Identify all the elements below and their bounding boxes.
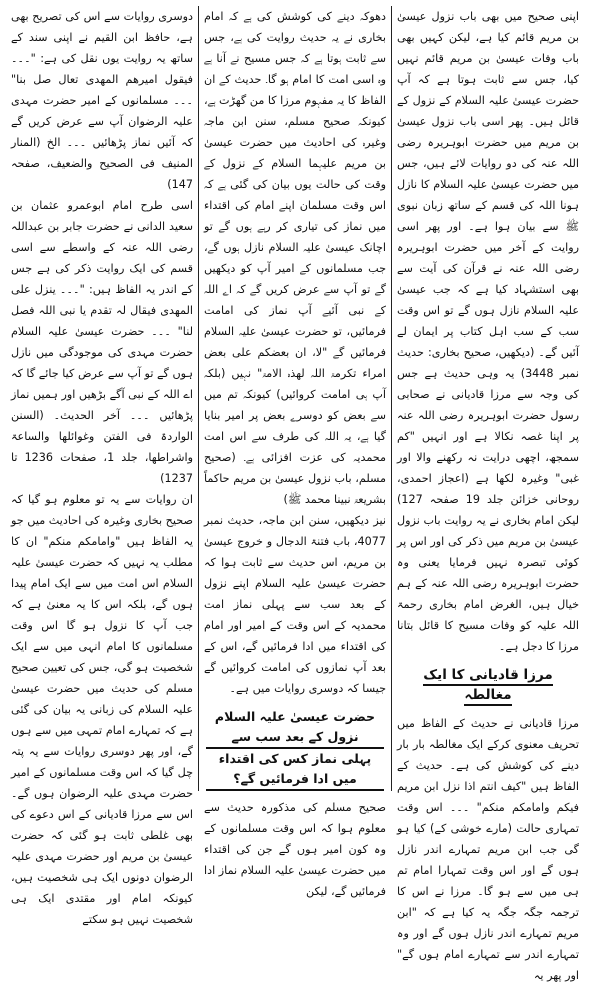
column-middle xyxy=(199,6,392,898)
column-right xyxy=(392,6,584,982)
subheading-line-2: پہلی نماز کس کی اقتداء میں ادا فرمائیں گے؟ xyxy=(206,749,384,791)
subheading xyxy=(206,707,384,791)
paragraph: مرزا قادیانی نے حدیث کے الفاظ میں تحریف معنوی کرکے ایک مغالطہ بار بار دینے کی کوشش کی ہے۔ حدیث کے الفاظ ہیں "کیف انتم اذا نزل ابن مریم فیکم وامامکم منکم" ۔۔۔ اس وقت تمہاری حالت (مارے خوشی کے) کیا ہو گی جب ابن مریم تمہارے اندر نازل ہوں گے اور اس وقت تمہارا امام تم ہی میں سے ہو گا۔ مرزا نے اس کا ترجمہ جگہ جگہ یہ کیا ہے کہ "ابن مریم تمہارے اندر نازل ہوں گے اور وہ تمہارے اندر سے تمہارے امام ہوں گے" اور پھر یہ xyxy=(397,717,579,982)
paragraph: ان روایات سے یہ تو معلوم ہو گیا کہ صحیح بخاری وغیرہ کی احادیث میں جو یہ الفاظ ہیں "وامامکم منکم" ان کا مطلب یہ نہیں کہ حضرت عیسیٰ علیہ السلام اس امت میں سے ایک امام پیدا ہوں گے، بلکہ اس کا یہ معنیٰ ہے کہ جب آپ کا نزول ہو گا اس وقت مسلمانوں کا امام انہی میں سے ایک شخصیت ہو گی، جس کی تعیین صحیح مسلم کی حدیث میں حضرت عیسیٰ علیہ السلام کی زبانی یہ بیان کی گئی ہے کہ تمہارے امام تمہی میں سے ہوں گے، اور پھر دوسری روایات سے یہ پتہ چل گیا کہ اس وقت مسلمانوں کے امیر حضرت مہدی علیہ الرضوان ہوں گے۔ اس سے مرزا قادیانی کے اس دعوے کی بھی غلطی ثابت ہو گئی کہ حضرت عیسیٰ بن مریم اور حضرت مہدی علیہ الرضوان دونوں ایک ہی شخصیت ہیں، کیونکہ امام اور مقتدی ایک ہی شخصیت نہیں ہو سکتے xyxy=(11,493,193,926)
paragraph: دوسری روایات سے اس کی تصریح بھی ہے، حافظ ابن القیم نے اپنی سند کے ساتھ یہ روایت یوں نقل کی ہے: "۔۔۔ فیقول امیرھم المھدی تعال صل بنا" ۔۔۔ مسلمانوں کے امیر حضرت مہدی علیہ الرضوان آپ سے عرض کریں گے کہ آئیں نماز پڑھائیں ۔۔۔ الخ (المنار المنیف فی الصحیح والضعیف، صفحہ 147) xyxy=(11,10,193,191)
text-columns xyxy=(6,6,584,982)
paragraph: نیز دیکھیں، سنن ابن ماجہ، حدیث نمبر 4077، باب فتنۃ الدجال و خروج عیسیٰ بن مریم، اس حدیث سے ثابت ہوا کہ حضرت عیسیٰ علیہ السلام اپنے نزول کے بعد سب سے پہلی نماز امت محمدیہ کے اس وقت کے امیر اور امام کی اقتداء میں ادا فرمائیں گے، اس کے بعد آپ نمازوں کی امامت کروائیں گے جیسا کہ دوسری روایات میں ہے۔ xyxy=(204,514,386,695)
paragraph: دھوکہ دینے کی کوشش کی ہے کہ امام بخاری نے یہ حدیث روایت کی ہے، جس سے ثابت ہوتا ہے کہ جس مسیح نے آنا ہے وہ اسی امت کا امام ہو گا۔ حدیث کے ان الفاظ کا یہ مفہوم مرزا کا من گھڑت ہے، کیونکہ صحیح مسلم، سنن ابن ماجہ وغیرہ کی احادیث میں حضرت عیسیٰ بن مریم علیہما السلام کے نزول کے وقت کی حالت یوں بیان کی گئی ہے کہ اس وقت مسلمان اپنے امام کی اقتداء میں نماز کی تیاری کر رہے ہوں گے تو اچانک عیسیٰ علیہ السلام نازل ہوں گے، جب مسلمانوں کے امیر آپ کو دیکھیں گے تو آپ سے عرض کریں گے کہ اے اللہ کے نبی آئیے آپ نماز کی امامت فرمائیں، تو حضرت عیسیٰ علیہ السلام فرمائیں گے "لا، ان بعضکم علی بعض امراء تکرمۃ اللہ لھذہ الامۃ" نہیں (بلکہ آپ ہی امامت کروائیں) کیونکہ تم میں سے بعض کو دوسرے بعض پر امیر بنایا گیا ہے، یہ اللہ کی طرف سے اس امت محمدیہ کی عزت افزائی ہے۔ (صحیح مسلم، باب نزول عیسیٰ بن مریم حاکماً بشریعۃ نبینا محمد ﷺ) xyxy=(204,10,386,506)
subheading-line-1: حضرت عیسیٰ علیہ السلام نزول کے بعد سب سے xyxy=(206,707,384,749)
section-heading-text: مرزا قادیانی کا ایک مغالطہ xyxy=(423,667,552,706)
section-heading xyxy=(403,663,573,707)
paragraph: اسی طرح امام ابوعمرو عثمان بن سعید الدانی نے حضرت جابر بن عبداللہ رضی اللہ عنہ کے واسطے سے اسی قسم کی ایک روایت ذکر کی ہے جس کے اندر یہ الفاظ ہیں: "۔۔۔ ینزل علی المھدی فیقال لہ تقدم یا نبی اللہ فصل لنا" ۔۔۔ حضرت عیسیٰ علیہ السلام حضرت مہدی کی موجودگی میں نازل ہوں گے تو آپ سے عرض کیا جائے گا کہ اے اللہ کے نبی آگے بڑھیں اور ہمیں نماز پڑھائیں ۔۔۔ آخر الحدیث۔ (السنن الواردۃ فی الفتن وغوائلھا والساعۃ واشراطھا، جلد 1، صفحات 1236 تا 1237) xyxy=(11,199,193,485)
paragraph: صحیح مسلم کی مذکورہ حدیث سے معلوم ہوا کہ اس وقت مسلمانوں کے وہ کون امیر ہوں گے جن کی اقتداء میں حضرت عیسیٰ علیہ السلام نماز ادا فرمائیں گے، لیکن xyxy=(204,801,386,898)
column-left xyxy=(6,6,199,926)
paragraph: اپنی صحیح میں بھی باب نزول عیسیٰ بن مریم قائم کیا ہے، لیکن کہیں بھی باب وفات عیسیٰ بن مریم قائم نہیں کیا، جس سے ثابت ہوتا ہے کہ آپ حضرت عیسیٰ علیہ السلام کے نزول کے قائل ہیں۔ پھر اسی باب نزول عیسیٰ بن مریم میں حضرت ابوہریرہ رضی اللہ عنہ کی دو روایات لائے ہیں، جس میں حضرت عیسیٰ علیہ السلام کا نازل ہونا اللہ کی قسم کے ساتھ زبان نبوی ﷺ سے بیان ہوا ہے۔ اور پھر اسی روایت کے آخر میں حضرت ابوہریرہ رضی اللہ عنہ نے قرآن کی آیت سے بھی استشہاد کیا ہے کہ جب عیسیٰ علیہ السلام نازل ہوں گے تو اس وقت سب کے سب اہل کتاب پر ایمان لے آئیں گے۔ (دیکھیں، صحیح بخاری: حدیث نمبر 3448) یہ وہی حدیث ہے جس کی وجہ سے مرزا قادیانی نے صحابی رسول حضرت ابوہریرہ رضی اللہ عنہ پر اپنا غصہ نکالا ہے اور انہیں "کم سمجھ، اچھی درایت نہ رکھنے والا اور غبی" وغیرہ لکھا ہے (اعجاز احمدی، روحانی خزائن جلد 19 صفحہ 127) لیکن امام بخاری نے یہ روایت باب نزول عیسیٰ بن مریم میں ذکر کی اور اس پر کوئی تبصرہ نہیں فرمایا یعنی وہ حضرت ابوہریرہ رضی اللہ عنہ کے ہم خیال ہیں، الغرض امام بخاری رحمۃ اللہ علیہ کو وفات مسیح کا قائل بتانا مرزا کا دجل ہے۔ xyxy=(397,10,579,653)
